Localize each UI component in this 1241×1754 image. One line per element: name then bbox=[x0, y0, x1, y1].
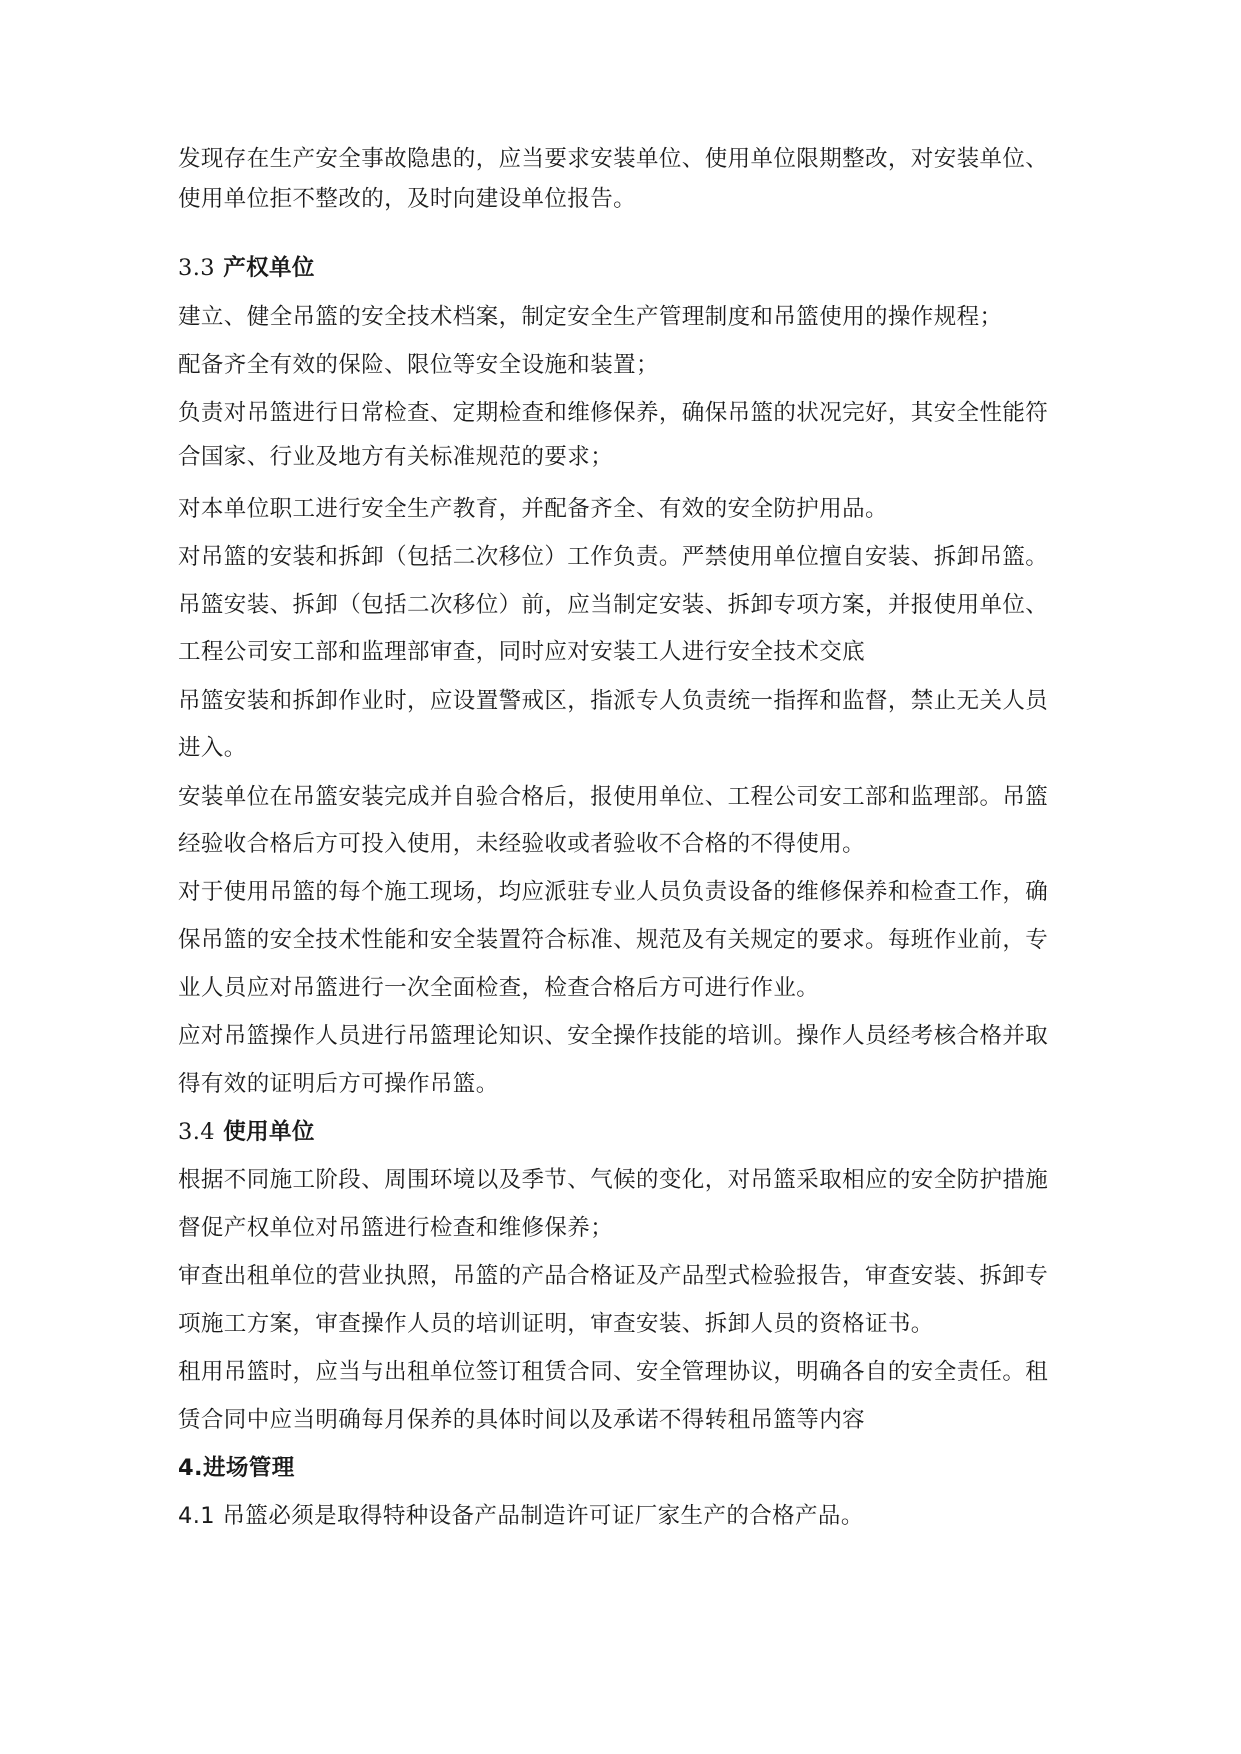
paragraph-line: 租用吊篮时，应当与出租单位签订租赁合同、安全管理协议，明确各自的安全责任。租 bbox=[178, 1359, 1049, 1385]
paragraph-line: 工程公司安工部和监理部审查，同时应对安装工人进行安全技术交底 bbox=[178, 639, 866, 665]
paragraph-line: 发现存在生产安全事故隐患的，应当要求安装单位、使用单位限期整改，对安装单位、 bbox=[178, 146, 1049, 172]
paragraph-line: 业人员应对吊篮进行一次全面检查，检查合格后方可进行作业。 bbox=[178, 975, 820, 1001]
paragraph-line: 配备齐全有效的保险、限位等安全设施和装置； bbox=[178, 352, 659, 378]
paragraph-line: 进入。 bbox=[178, 735, 247, 761]
paragraph-line: 根据不同施工阶段、周围环境以及季节、气候的变化，对吊篮采取相应的安全防护措施 bbox=[178, 1167, 1049, 1193]
paragraph-line: 吊篮安装、拆卸（包括二次移位）前，应当制定安装、拆卸专项方案，并报使用单位、 bbox=[178, 592, 1049, 618]
paragraph-line: 安装单位在吊篮安装完成并自验合格后，报使用单位、工程公司安工部和监理部。吊篮 bbox=[178, 784, 1049, 810]
paragraph-line: 使用单位拒不整改的，及时向建设单位报告。 bbox=[178, 186, 637, 212]
paragraph-line: 保吊篮的安全技术性能和安全装置符合标准、规范及有关规定的要求。每班作业前，专 bbox=[178, 927, 1049, 953]
section-heading-3-4 bbox=[178, 1117, 315, 1147]
paragraph-line: 吊篮安装和拆卸作业时，应设置警戒区，指派专人负责统一指挥和监督，禁止无关人员 bbox=[178, 688, 1049, 714]
paragraph-line: 建立、健全吊篮的安全技术档案，制定安全生产管理制度和吊篮使用的操作规程； bbox=[178, 304, 1003, 330]
section-heading-3-3 bbox=[178, 253, 315, 283]
paragraph-line: 对本单位职工进行安全生产教育，并配备齐全、有效的安全防护用品。 bbox=[178, 496, 888, 522]
paragraph-line: 合国家、行业及地方有关标准规范的要求； bbox=[178, 444, 614, 470]
paragraph-line: 得有效的证明后方可操作吊篮。 bbox=[178, 1071, 499, 1097]
paragraph-line: 4.1 吊篮必须是取得特种设备产品制造许可证厂家生产的合格产品。 bbox=[178, 1503, 864, 1529]
section-number: 3.3 bbox=[178, 255, 215, 281]
paragraph-line: 对于使用吊篮的每个施工现场，均应派驻专业人员负责设备的维修保养和检查工作，确 bbox=[178, 879, 1049, 905]
section-number: 3.4 bbox=[178, 1119, 215, 1145]
paragraph-line: 对吊篮的安装和拆卸（包括二次移位）工作负责。严禁使用单位擅自安装、拆卸吊篮。 bbox=[178, 544, 1049, 570]
paragraph-line: 经验收合格后方可投入使用，未经验收或者验收不合格的不得使用。 bbox=[178, 831, 866, 857]
paragraph-line: 审查出租单位的营业执照，吊篮的产品合格证及产品型式检验报告，审查安装、拆卸专 bbox=[178, 1263, 1049, 1289]
paragraph-line: 应对吊篮操作人员进行吊篮理论知识、安全操作技能的培训。操作人员经考核合格并取 bbox=[178, 1023, 1049, 1049]
section-title: 使用单位 bbox=[223, 1119, 315, 1145]
paragraph-line: 负责对吊篮进行日常检查、定期检查和维修保养，确保吊篮的状况完好，其安全性能符 bbox=[178, 400, 1049, 426]
section-title: 产权单位 bbox=[223, 255, 315, 281]
paragraph-line: 督促产权单位对吊篮进行检查和维修保养； bbox=[178, 1215, 614, 1241]
paragraph-line: 项施工方案，审查操作人员的培训证明，审查安装、拆卸人员的资格证书。 bbox=[178, 1311, 934, 1337]
paragraph-line: 赁合同中应当明确每月保养的具体时间以及承诺不得转租吊篮等内容 bbox=[178, 1407, 866, 1433]
section-heading-4: 4.进场管理 bbox=[178, 1455, 295, 1481]
